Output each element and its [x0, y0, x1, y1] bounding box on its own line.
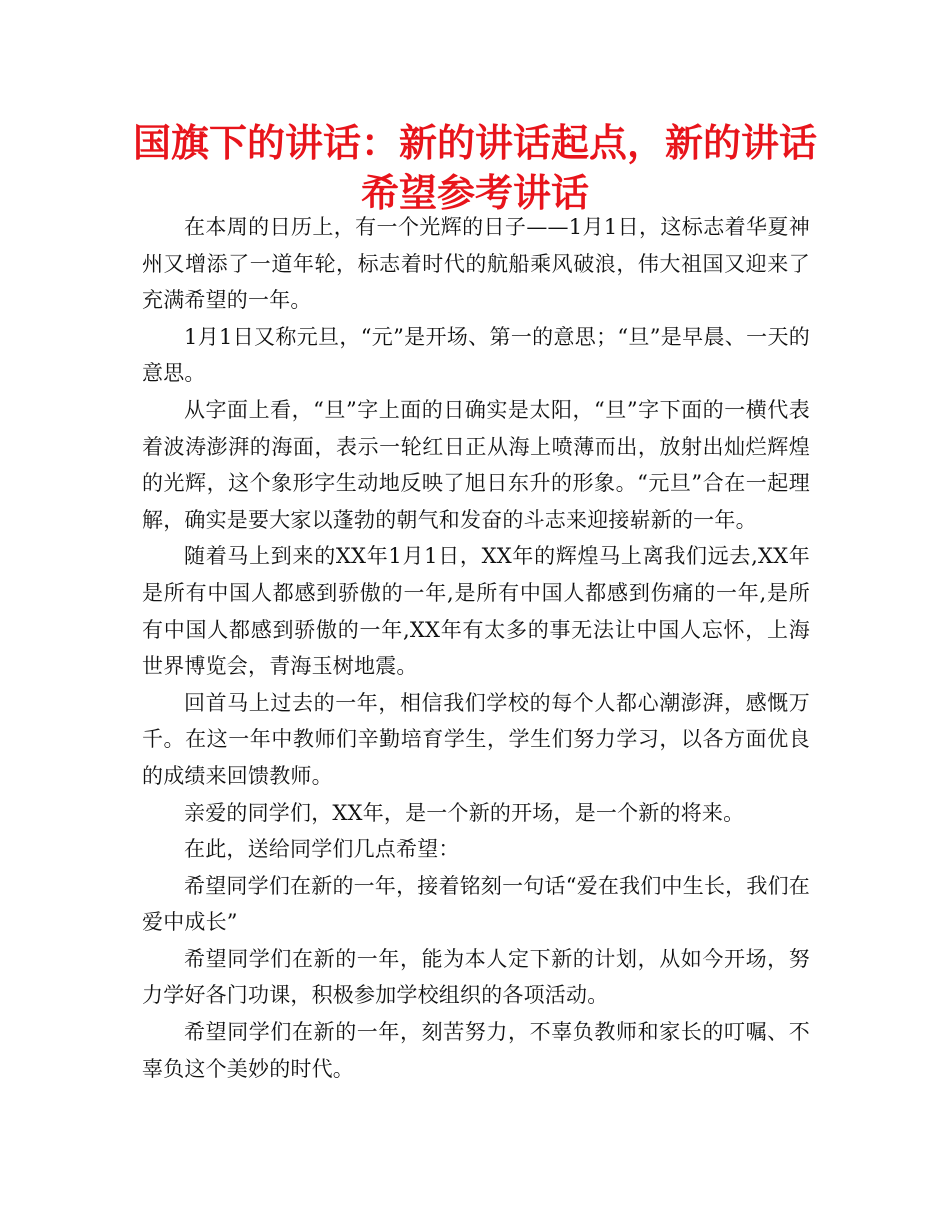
paragraph: 1月1日又称元旦，“元”是开场、第一的意思；“旦”是早晨、一天的意思。 [142, 324, 810, 386]
paragraph: 希望同学们在新的一年，刻苦努力，不辜负教师和家长的叮嘱、不辜负这个美妙的时代。 [142, 1020, 810, 1081]
document-body [142, 209, 810, 1087]
paragraph: 亲爱的同学们，XX年，是一个新的开场，是一个新的将来。 [184, 800, 745, 825]
paragraph: 在此，送给同学们几点希望： [184, 837, 460, 862]
paragraph: 希望同学们在新的一年，接着铭刻一句话“爱在我们中生长，我们在爱中成长” [142, 873, 810, 935]
paragraph: 随着马上到来的XX年1月1日，XX年的辉煌马上离我们远去,XX年是所有中国人都感到骄傲的一年,是所有中国人都感到伤痛的一年,是所有中国人都感到骄傲的一年,XX年有太多的事无法让中国人忘怀，上海世界博览会，青海玉树地震。 [142, 544, 810, 679]
document-title: 国旗下的讲话：新的讲话起点，新的讲话希望参考讲话 [132, 121, 817, 215]
paragraph: 在本周的日历上，有一个光辉的日子——1月1日，这标志着华夏神州又增添了一道年轮，标志着时代的航船乘风破浪，伟大祖国又迎来了充满希望的一年。 [142, 215, 810, 313]
paragraph: 回首马上过去的一年，相信我们学校的每个人都心潮澎湃，感慨万千。在这一年中教师们辛勤培育学生，学生们努力学习，以各方面优良的成绩来回馈教师。 [142, 690, 810, 788]
paragraph: 希望同学们在新的一年，能为本人定下新的计划，从如今开场，努力学好各门功课，积极参加学校组织的各项活动。 [142, 946, 810, 1008]
paragraph: 从字面上看，“旦”字上面的日确实是太阳，“旦”字下面的一横代表着波涛澎湃的海面，表示一轮红日正从海上喷薄而出，放射出灿烂辉煌的光辉，这个象形字生动地反映了旭日东升的形象。“元旦”合在一起理解，确实是要大家以蓬勃的朝气和发奋的斗志来迎接崭新的一年。 [142, 397, 810, 532]
